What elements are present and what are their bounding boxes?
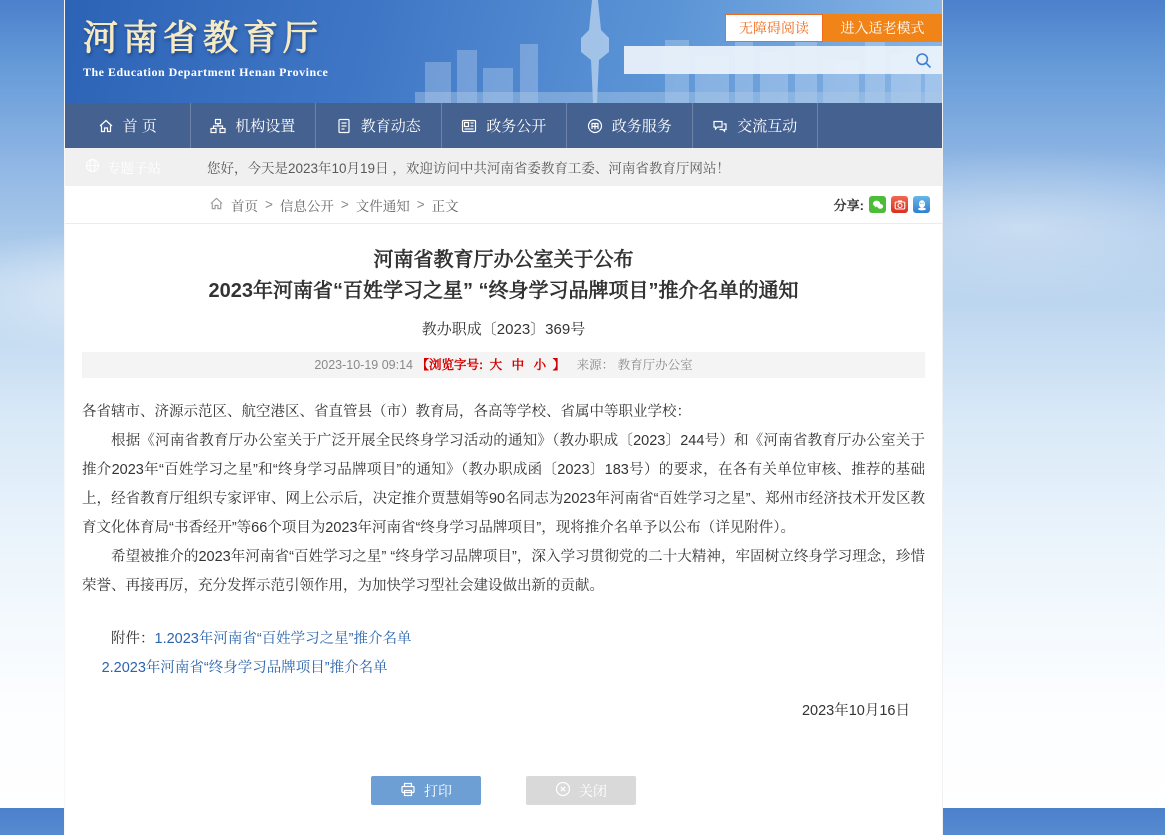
font-size-medium-link[interactable]: 中 [511, 358, 525, 372]
elder-mode-button[interactable]: 进入适老模式 [823, 14, 942, 42]
accessibility-reading-button[interactable]: 无障碍阅读 [725, 14, 823, 42]
site-logo[interactable] [83, 11, 328, 80]
breadcrumb-row [65, 186, 942, 224]
breadcrumb-separator: > [265, 197, 273, 212]
search-input[interactable] [624, 46, 915, 74]
share-label: 分享: [833, 198, 864, 213]
print-button[interactable] [371, 776, 481, 805]
close-icon [555, 781, 571, 800]
nav-item-label: 机构设置 [235, 118, 296, 135]
publish-datetime: 2023-10-19 09:14 [314, 358, 414, 372]
nav-item-gov-open[interactable] [442, 103, 568, 148]
nav-item-org[interactable] [191, 103, 317, 148]
page-content-column [64, 0, 943, 835]
breadcrumb-item-documents[interactable]: 文件通知 [355, 198, 410, 214]
main-navigation [65, 103, 942, 148]
subsite-globe-icon [85, 158, 100, 176]
attachment-link-2[interactable]: 2.2023年河南省“终身学习品牌项目”推介名单 [101, 660, 388, 676]
greeting-text: 您好，今天是2023年10月19日 ，欢迎访问中共河南省委教育工委、河南省教育厅网站！ [207, 161, 730, 176]
article [65, 245, 942, 835]
close-button-label: 关闭 [579, 782, 607, 799]
breadcrumb-item-home[interactable]: 首页 [231, 198, 258, 214]
weibo-share-icon[interactable] [891, 196, 908, 213]
nav-item-interaction[interactable] [693, 103, 819, 148]
attachment-line-1 [82, 625, 925, 654]
breadcrumb [209, 195, 459, 215]
subsite-label: 专题子站 [107, 161, 161, 176]
share-widget [834, 195, 930, 214]
breadcrumb-item-info-disclosure[interactable]: 信息公开 [279, 198, 334, 214]
nav-item-gov-service[interactable] [567, 103, 693, 148]
attachments-label: 附件： [111, 631, 155, 647]
nav-item-label: 首 页 [122, 118, 157, 135]
attachments-section [82, 625, 925, 683]
search-icon[interactable] [915, 52, 932, 69]
article-date: 2023年10月16日 [801, 703, 910, 719]
nav-filler [818, 103, 942, 148]
nav-item-label: 交流互动 [737, 118, 798, 135]
article-actions [82, 776, 925, 805]
source-value: 教育厅办公室 [617, 358, 693, 372]
qq-share-icon[interactable] [913, 196, 930, 213]
site-logo-title: 河南省教育厅 [83, 19, 324, 58]
paragraph-hope: 希望被推介的2023年河南省“百姓学习之星” “终身学习品牌项目”，深入学习贯彻党的二十大精神，牢固树立终身学习理念，珍惜荣誉、再接再厉，充分发挥示范引领作用，为加快学习型社会建设做出新的贡献。 [82, 549, 925, 594]
print-button-label: 打印 [424, 782, 452, 799]
article-meta-bar [82, 352, 925, 378]
attachment-link-1[interactable]: 1.2023年河南省“百姓学习之星”推介名单 [154, 631, 412, 647]
source-label: 来源： [576, 358, 615, 372]
breadcrumb-separator: > [416, 197, 425, 212]
gov-service-icon [587, 118, 603, 134]
article-title-line1: 河南省教育厅办公室关于公布 [373, 249, 634, 271]
font-size-prefix: 【浏览字号: [416, 358, 484, 372]
document-number: 教办职成〔2023〕369号 [421, 321, 586, 338]
font-size-small-link[interactable]: 小 [533, 358, 547, 372]
site-banner [65, 0, 942, 103]
article-title-line2: 2023年河南省“百姓学习之星” “终身学习品牌项目”推介名单的通知 [208, 280, 799, 302]
nav-item-home[interactable] [65, 103, 191, 148]
paragraph-addressees: 各省辖市、济源示范区、航空港区、省直管县（市）教育局，各高等学校、省属中等职业学校： [82, 404, 691, 420]
interaction-icon [712, 118, 728, 134]
close-button[interactable] [526, 776, 636, 805]
paragraph-basis: 根据《河南省教育厅办公室关于广泛开展全民终身学习活动的通知》（教办职成〔2023〕244号）和《河南省教育厅办公室关于推介2023年“百姓学习之星”和“终身学习品牌项目”的通知》（教办职成函〔2023〕183号）的要求，在各有关单位审核、推荐的基础上，经省教育厅组织专家评审、网上公示后，决定推介贾慧娟等90名同志为2023年河南省“百姓学习之星”、郑州市经济技术开发区教育文化体育局“书香经开”等66个项目为2023年河南省“终身学习品牌项目”，现将推介名单予以公布（详见附件）。 [82, 433, 925, 536]
notice-bar [65, 148, 942, 186]
news-icon [336, 118, 352, 134]
nav-item-label: 政务公开 [486, 118, 547, 135]
font-size-large-link[interactable]: 大 [489, 358, 503, 372]
site-search-bar [624, 46, 942, 74]
attachment-line-2 [82, 654, 925, 683]
breadcrumb-item-current: 正文 [431, 198, 459, 214]
gov-open-icon [461, 118, 477, 134]
wechat-share-icon[interactable] [869, 196, 886, 213]
top-buttons [725, 14, 942, 42]
printer-icon [400, 782, 416, 800]
nav-item-label: 教育动态 [360, 118, 421, 135]
subsite-dropdown[interactable] [85, 157, 161, 177]
font-size-suffix: 】 [552, 358, 566, 372]
article-body [82, 398, 925, 601]
nav-item-edu-news[interactable] [316, 103, 442, 148]
home-icon [98, 118, 114, 134]
breadcrumb-home-icon[interactable] [209, 196, 224, 214]
nav-item-label: 政务服务 [611, 118, 672, 135]
article-title [82, 245, 925, 307]
org-icon [210, 118, 226, 134]
site-logo-subtitle: The Education Department Henan Province [83, 65, 329, 79]
breadcrumb-separator: > [340, 197, 349, 212]
